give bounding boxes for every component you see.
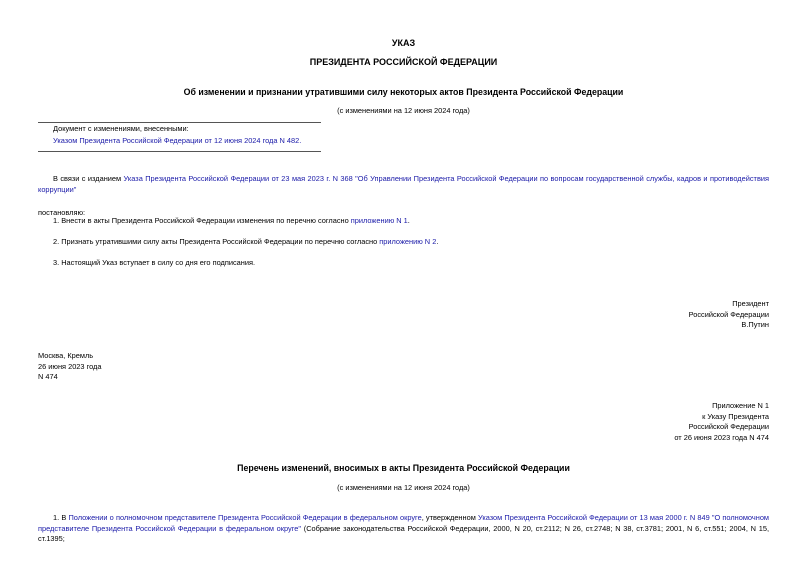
revision-note: (с изменениями на 12 июня 2024 года) <box>337 106 470 115</box>
amending-decree-link[interactable]: Указом Президента Российской Федерации от 12 июня 2024 года N 482. <box>53 136 302 145</box>
appendix-item-1-middle: , утвержденном <box>421 513 478 522</box>
list-item <box>53 216 410 227</box>
appendix-item-1 <box>38 513 769 545</box>
signer-title: Президент <box>732 299 769 308</box>
signing-place: Москва, Кремль <box>38 351 94 360</box>
doc-issuer: ПРЕЗИДЕНТА РОССИЙСКОЙ ФЕДЕРАЦИИ <box>309 57 498 67</box>
item-2-text: 2. Признать утратившими силу акты Президента Российской Федерации по перечню согласно <box>53 237 380 246</box>
changes-bottom-divider <box>38 151 321 152</box>
appendix-item-1-suffix: (Собрание законодательства Российской Федерации, 2000, N 20, ст.2112; N 26, ст.2748; N 38, ст.3781; 2001, N 6, ст.551; 2004, N 15, ст.1395; <box>38 523 769 544</box>
appendix-item-1-prefix: 1. В <box>53 513 69 522</box>
decree-word: постановляю: <box>38 208 86 217</box>
appendix-date: от 26 июня 2023 года N 474 <box>674 432 769 442</box>
appendix-1-link[interactable]: приложению N 1 <box>350 216 408 225</box>
doc-subtitle: Об изменении и признании утратившими силу некоторых актов Президента Российской Федерации <box>183 87 624 97</box>
place-date-block <box>38 351 101 383</box>
changes-top-divider <box>38 122 321 123</box>
appendix-country: Российской Федерации <box>688 422 769 432</box>
signing-date: 26 июня 2023 года <box>38 361 102 371</box>
intro-paragraph <box>38 174 769 195</box>
appendix-number: Приложение N 1 <box>712 401 769 410</box>
signer-country: Российской Федерации <box>688 309 769 319</box>
source-decree-link[interactable]: Указа Президента Российской Федерации от 23 мая 2023 г. N 368 "Об Управлении Президента Российской Федерации по вопросам государственной службы, кадров и противодействия коррупции" <box>38 174 769 194</box>
appendix-title: Перечень изменений, вносимых в акты Президента Российской Федерации <box>237 463 570 473</box>
appendix-header <box>674 401 769 443</box>
list-item <box>53 237 438 248</box>
decree-849-link[interactable]: Указом Президента Российской Федерации от 13 мая 2000 г. N 849 "О полномочном представителе Президента Российской Федерации в федеральном округе" <box>38 513 770 533</box>
list-item <box>53 258 255 269</box>
appendix-revision-note: (с изменениями на 12 июня 2024 года) <box>337 483 470 492</box>
item-1-suffix: . <box>407 216 410 225</box>
signer-name: В.Путин <box>741 320 769 330</box>
intro-prefix: В связи с изданием <box>53 174 124 183</box>
signature-block <box>689 299 769 331</box>
changes-label: Документ с изменениями, внесенными: <box>53 124 189 133</box>
regulation-link[interactable]: Положении о полномочном представителе Президента Российской Федерации в федеральном округе <box>68 513 422 522</box>
appendix-ref: к Указу Президента <box>702 411 769 421</box>
item-1-text: 1. Внести в акты Президента Российской Федерации изменения по перечню согласно <box>53 216 351 225</box>
item-2-suffix: . <box>436 237 439 246</box>
item-3-text: 3. Настоящий Указ вступает в силу со дня его подписания. <box>53 258 256 267</box>
decree-number: N 474 <box>38 372 58 382</box>
doc-title: УКАЗ <box>391 38 416 48</box>
appendix-2-link[interactable]: приложению N 2 <box>379 237 437 246</box>
